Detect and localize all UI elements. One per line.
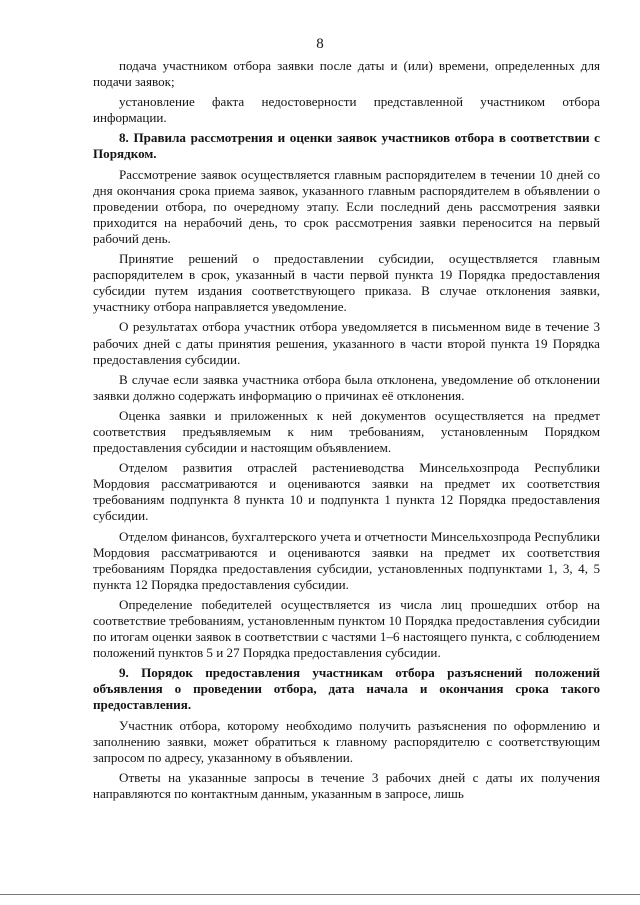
- paragraph-review-term: Рассмотрение заявок осуществляется главным распорядителем в течении 10 дней со дня окончания срока приема заявок, указанного главным распорядителем в объявлении о проведении отбора, по очередному этапу. Если последний день рассмотрения заявки приходится на нерабочий день, то срок рассмотрения заявки переносится на первый рабочий день.: [93, 166, 600, 246]
- paragraph-evaluation: Оценка заявки и приложенных к ней документов осуществляется на предмет соответствия предъявляемым к ним требованиям, установленным Порядком предоставления субсидии и настоящим объявлением.: [93, 407, 600, 456]
- paragraph-rejection: В случае если заявка участника отбора была отклонена, уведомление об отклонении заявки должно содержать информацию о причинах её отклонения.: [93, 371, 600, 403]
- page-number: 8: [316, 36, 324, 52]
- section-9-heading: 9. Порядок предоставления участникам отбора разъяснений положений объявления о проведении отбора, дата начала и окончания срока такого предоставления.: [93, 665, 600, 713]
- document-body: [93, 58, 600, 806]
- paragraph-late-submission: подача участником отбора заявки после даты и (или) времени, определенных для подачи заявок;: [93, 58, 600, 90]
- paragraph-false-information: установление факта недостоверности представленной участником отбора информации.: [93, 94, 600, 126]
- paragraph-decision: Принятие решений о предоставлении субсидии, осуществляется главным распорядителем в срок, указанный в части первой пункта 19 Порядка предоставления субсидии путем издания соответствующего приказа. В случае отклонения заявки, участнику отбора направляется уведомление.: [93, 251, 600, 315]
- section-8-heading: 8. Правила рассмотрения и оценки заявок участников отбора в соответствии с Порядком.: [93, 130, 600, 162]
- paragraph-clarification-request: Участник отбора, которому необходимо получить разъяснения по оформлению и заполнению заявки, может обратиться к главному распорядителю с соответствующим запросом по адресу, указанному в объявлении.: [93, 717, 600, 765]
- paragraph-crop-department: Отделом развития отраслей растениеводства Минсельхозпрода Республики Мордовия рассматриваются и оцениваются заявки на предмет их соответствия требованиям подпункта 8 пункта 10 и подпункта 1 пункта 12 Порядка предоставления субсидии.: [93, 460, 600, 524]
- paragraph-answers: Ответы на указанные запросы в течение 3 рабочих дней с даты их получения направляются по контактным данным, указанным в запросе, лишь: [93, 769, 600, 801]
- paragraph-notification: О результатах отбора участник отбора уведомляется в письменном виде в течение 3 рабочих дней с даты принятия решения, указанного в части второй пункта 19 Порядка предоставления субсидии.: [93, 319, 600, 367]
- paragraph-finance-department: Отделом финансов, бухгалтерского учета и отчетности Минсельхозпрода Республики Мордовия рассматриваются и оцениваются заявки на предмет их соответствия требованиям Порядка предоставления субсидии, установленных подпунктами 1, 3, 4, 5 пункта 12 Порядка предоставления субсидии.: [93, 528, 600, 592]
- paragraph-winners: Определение победителей осуществляется из числа лиц прошедших отбор на соответствие требованиям, установленным пунктом 10 Порядка предоставления субсидии по итогам оценки заявок в соответствии с частями 1–6 настоящего пункта, с соблюдением положений пунктов 5 и 27 Порядка предоставления субсидии.: [93, 596, 600, 661]
- footer-rule: [0, 894, 640, 895]
